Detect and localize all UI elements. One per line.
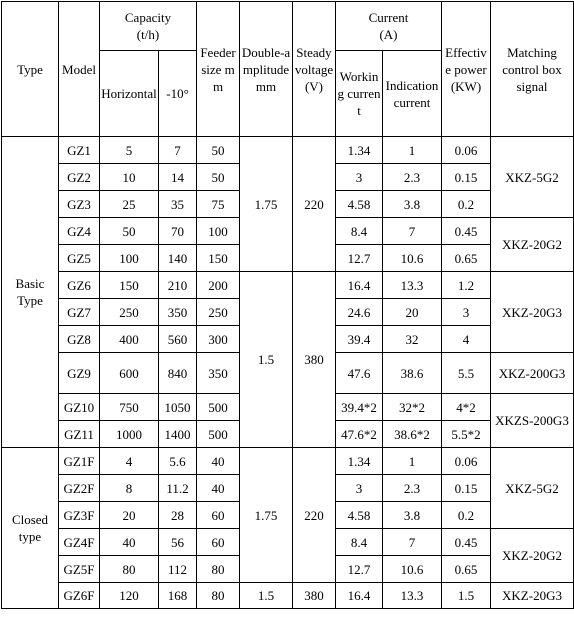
cell-effective-power: 1.5 bbox=[442, 583, 491, 609]
cell-control-box: XKZ-20G2 bbox=[491, 218, 574, 272]
cell-working-current: 39.4*2 bbox=[336, 394, 383, 421]
cell-feeder: 300 bbox=[197, 326, 240, 353]
cell-model: GZ5F bbox=[59, 556, 100, 583]
cell-working-current: 4.58 bbox=[336, 191, 383, 218]
cell-working-current: 12.7 bbox=[336, 556, 383, 583]
cell-feeder: 60 bbox=[197, 502, 240, 529]
cell-working-current: 8.4 bbox=[336, 529, 383, 556]
table-row bbox=[2, 583, 574, 609]
cell-horizontal: 100 bbox=[100, 245, 159, 272]
cell-indication-current: 3.8 bbox=[383, 502, 442, 529]
header-double-amplitude: Double-amplitude mm bbox=[240, 2, 293, 137]
cell-feeder: 500 bbox=[197, 421, 240, 448]
cell-working-current: 39.4 bbox=[336, 326, 383, 353]
cell-indication-current: 13.3 bbox=[383, 583, 442, 609]
cell-effective-power: 3 bbox=[442, 299, 491, 326]
cell-model: GZ1F bbox=[59, 448, 100, 475]
cell-feeder: 60 bbox=[197, 529, 240, 556]
header-capacity: Capacity (t/h) bbox=[100, 2, 197, 51]
cell-effective-power: 0.45 bbox=[442, 529, 491, 556]
group-closed-type: Closed type bbox=[2, 448, 59, 609]
cell-indication-current: 3.8 bbox=[383, 191, 442, 218]
cell-indication-current: 10.6 bbox=[383, 245, 442, 272]
cell-feeder: 40 bbox=[197, 475, 240, 502]
cell-working-current: 1.34 bbox=[336, 448, 383, 475]
cell-effective-power: 4*2 bbox=[442, 394, 491, 421]
table-row bbox=[2, 137, 574, 164]
cell-minus10: 70 bbox=[159, 218, 197, 245]
cell-horizontal: 600 bbox=[100, 353, 159, 394]
cell-working-current: 16.4 bbox=[336, 583, 383, 609]
cell-horizontal: 750 bbox=[100, 394, 159, 421]
cell-working-current: 3 bbox=[336, 475, 383, 502]
cell-control-box: XKZ-200G3 bbox=[491, 353, 574, 394]
cell-control-box: XKZ-5G2 bbox=[491, 137, 574, 218]
cell-effective-power: 0.06 bbox=[442, 448, 491, 475]
cell-working-current: 47.6 bbox=[336, 353, 383, 394]
cell-double-amplitude: 1.5 bbox=[240, 272, 293, 448]
header-steady-voltage: Steady voltage (V) bbox=[293, 2, 336, 137]
cell-feeder: 80 bbox=[197, 583, 240, 609]
cell-minus10: 35 bbox=[159, 191, 197, 218]
cell-model: GZ1 bbox=[59, 137, 100, 164]
cell-horizontal: 5 bbox=[100, 137, 159, 164]
cell-feeder: 40 bbox=[197, 448, 240, 475]
cell-effective-power: 0.2 bbox=[442, 502, 491, 529]
cell-feeder: 50 bbox=[197, 164, 240, 191]
cell-effective-power: 0.06 bbox=[442, 137, 491, 164]
cell-model: GZ10 bbox=[59, 394, 100, 421]
cell-indication-current: 1 bbox=[383, 137, 442, 164]
cell-indication-current: 1 bbox=[383, 448, 442, 475]
cell-control-box: XKZ-20G3 bbox=[491, 272, 574, 353]
cell-effective-power: 0.65 bbox=[442, 556, 491, 583]
cell-steady-voltage: 380 bbox=[293, 272, 336, 448]
cell-minus10: 1050 bbox=[159, 394, 197, 421]
cell-effective-power: 1.2 bbox=[442, 272, 491, 299]
cell-indication-current: 32*2 bbox=[383, 394, 442, 421]
cell-effective-power: 0.45 bbox=[442, 218, 491, 245]
cell-model: GZ7 bbox=[59, 299, 100, 326]
cell-indication-current: 2.3 bbox=[383, 164, 442, 191]
header-minus10: -10° bbox=[159, 51, 197, 137]
cell-minus10: 56 bbox=[159, 529, 197, 556]
cell-indication-current: 2.3 bbox=[383, 475, 442, 502]
cell-working-current: 8.4 bbox=[336, 218, 383, 245]
cell-model: GZ5 bbox=[59, 245, 100, 272]
cell-steady-voltage: 220 bbox=[293, 448, 336, 583]
cell-model: GZ6F bbox=[59, 583, 100, 609]
cell-minus10: 11.2 bbox=[159, 475, 197, 502]
cell-horizontal: 8 bbox=[100, 475, 159, 502]
cell-minus10: 28 bbox=[159, 502, 197, 529]
cell-model: GZ3F bbox=[59, 502, 100, 529]
cell-minus10: 140 bbox=[159, 245, 197, 272]
cell-indication-current: 7 bbox=[383, 218, 442, 245]
cell-double-amplitude: 1.75 bbox=[240, 448, 293, 583]
cell-indication-current: 7 bbox=[383, 529, 442, 556]
cell-model: GZ2F bbox=[59, 475, 100, 502]
header-indication-current: Indication current bbox=[383, 51, 442, 137]
cell-model: GZ8 bbox=[59, 326, 100, 353]
cell-working-current: 24.6 bbox=[336, 299, 383, 326]
cell-effective-power: 5.5*2 bbox=[442, 421, 491, 448]
cell-feeder: 150 bbox=[197, 245, 240, 272]
cell-feeder: 250 bbox=[197, 299, 240, 326]
header-model: Model bbox=[59, 2, 100, 137]
cell-working-current: 47.6*2 bbox=[336, 421, 383, 448]
cell-feeder: 75 bbox=[197, 191, 240, 218]
cell-feeder: 100 bbox=[197, 218, 240, 245]
cell-working-current: 3 bbox=[336, 164, 383, 191]
cell-working-current: 1.34 bbox=[336, 137, 383, 164]
cell-model: GZ6 bbox=[59, 272, 100, 299]
cell-indication-current: 32 bbox=[383, 326, 442, 353]
cell-minus10: 560 bbox=[159, 326, 197, 353]
cell-minus10: 350 bbox=[159, 299, 197, 326]
cell-model: GZ9 bbox=[59, 353, 100, 394]
cell-horizontal: 40 bbox=[100, 529, 159, 556]
cell-working-current: 12.7 bbox=[336, 245, 383, 272]
cell-effective-power: 4 bbox=[442, 326, 491, 353]
cell-effective-power: 5.5 bbox=[442, 353, 491, 394]
spec-table bbox=[1, 1, 574, 609]
cell-horizontal: 50 bbox=[100, 218, 159, 245]
header-effective-power: Effective power (KW) bbox=[442, 2, 491, 137]
table-row bbox=[2, 448, 574, 475]
cell-indication-current: 10.6 bbox=[383, 556, 442, 583]
cell-steady-voltage: 380 bbox=[293, 583, 336, 609]
cell-minus10: 210 bbox=[159, 272, 197, 299]
cell-horizontal: 10 bbox=[100, 164, 159, 191]
cell-horizontal: 150 bbox=[100, 272, 159, 299]
cell-double-amplitude: 1.5 bbox=[240, 583, 293, 609]
cell-double-amplitude: 1.75 bbox=[240, 137, 293, 272]
cell-steady-voltage: 220 bbox=[293, 137, 336, 272]
header-horizontal: Horizontal bbox=[100, 51, 159, 137]
cell-effective-power: 0.15 bbox=[442, 164, 491, 191]
cell-feeder: 500 bbox=[197, 394, 240, 421]
cell-minus10: 112 bbox=[159, 556, 197, 583]
cell-horizontal: 400 bbox=[100, 326, 159, 353]
cell-horizontal: 4 bbox=[100, 448, 159, 475]
header-type: Type bbox=[2, 2, 59, 137]
cell-minus10: 168 bbox=[159, 583, 197, 609]
cell-feeder: 350 bbox=[197, 353, 240, 394]
cell-feeder: 80 bbox=[197, 556, 240, 583]
cell-feeder: 200 bbox=[197, 272, 240, 299]
cell-minus10: 5.6 bbox=[159, 448, 197, 475]
cell-indication-current: 20 bbox=[383, 299, 442, 326]
cell-control-box: XKZ-5G2 bbox=[491, 448, 574, 529]
cell-horizontal: 20 bbox=[100, 502, 159, 529]
header-matching-control-box: Matching control box signal bbox=[491, 2, 574, 137]
cell-horizontal: 120 bbox=[100, 583, 159, 609]
cell-horizontal: 25 bbox=[100, 191, 159, 218]
cell-indication-current: 38.6 bbox=[383, 353, 442, 394]
group-basic-type: Basic Type bbox=[2, 137, 59, 448]
cell-model: GZ4 bbox=[59, 218, 100, 245]
cell-control-box: XKZ-20G2 bbox=[491, 529, 574, 583]
cell-indication-current: 38.6*2 bbox=[383, 421, 442, 448]
cell-minus10: 1400 bbox=[159, 421, 197, 448]
cell-model: GZ3 bbox=[59, 191, 100, 218]
cell-minus10: 14 bbox=[159, 164, 197, 191]
cell-minus10: 840 bbox=[159, 353, 197, 394]
cell-minus10: 7 bbox=[159, 137, 197, 164]
cell-control-box: XKZS-200G3 bbox=[491, 394, 574, 448]
table-row bbox=[2, 272, 574, 299]
header-feeder-size: Feeder size mm bbox=[197, 2, 240, 137]
cell-feeder: 50 bbox=[197, 137, 240, 164]
cell-effective-power: 0.65 bbox=[442, 245, 491, 272]
cell-horizontal: 250 bbox=[100, 299, 159, 326]
cell-effective-power: 0.15 bbox=[442, 475, 491, 502]
header-current: Current (A) bbox=[336, 2, 442, 51]
cell-control-box: XKZ-20G3 bbox=[491, 583, 574, 609]
header-working-current: Working current bbox=[336, 51, 383, 137]
cell-horizontal: 1000 bbox=[100, 421, 159, 448]
cell-model: GZ2 bbox=[59, 164, 100, 191]
cell-indication-current: 13.3 bbox=[383, 272, 442, 299]
cell-working-current: 4.58 bbox=[336, 502, 383, 529]
cell-working-current: 16.4 bbox=[336, 272, 383, 299]
cell-model: GZ4F bbox=[59, 529, 100, 556]
cell-effective-power: 0.2 bbox=[442, 191, 491, 218]
cell-model: GZ11 bbox=[59, 421, 100, 448]
cell-horizontal: 80 bbox=[100, 556, 159, 583]
